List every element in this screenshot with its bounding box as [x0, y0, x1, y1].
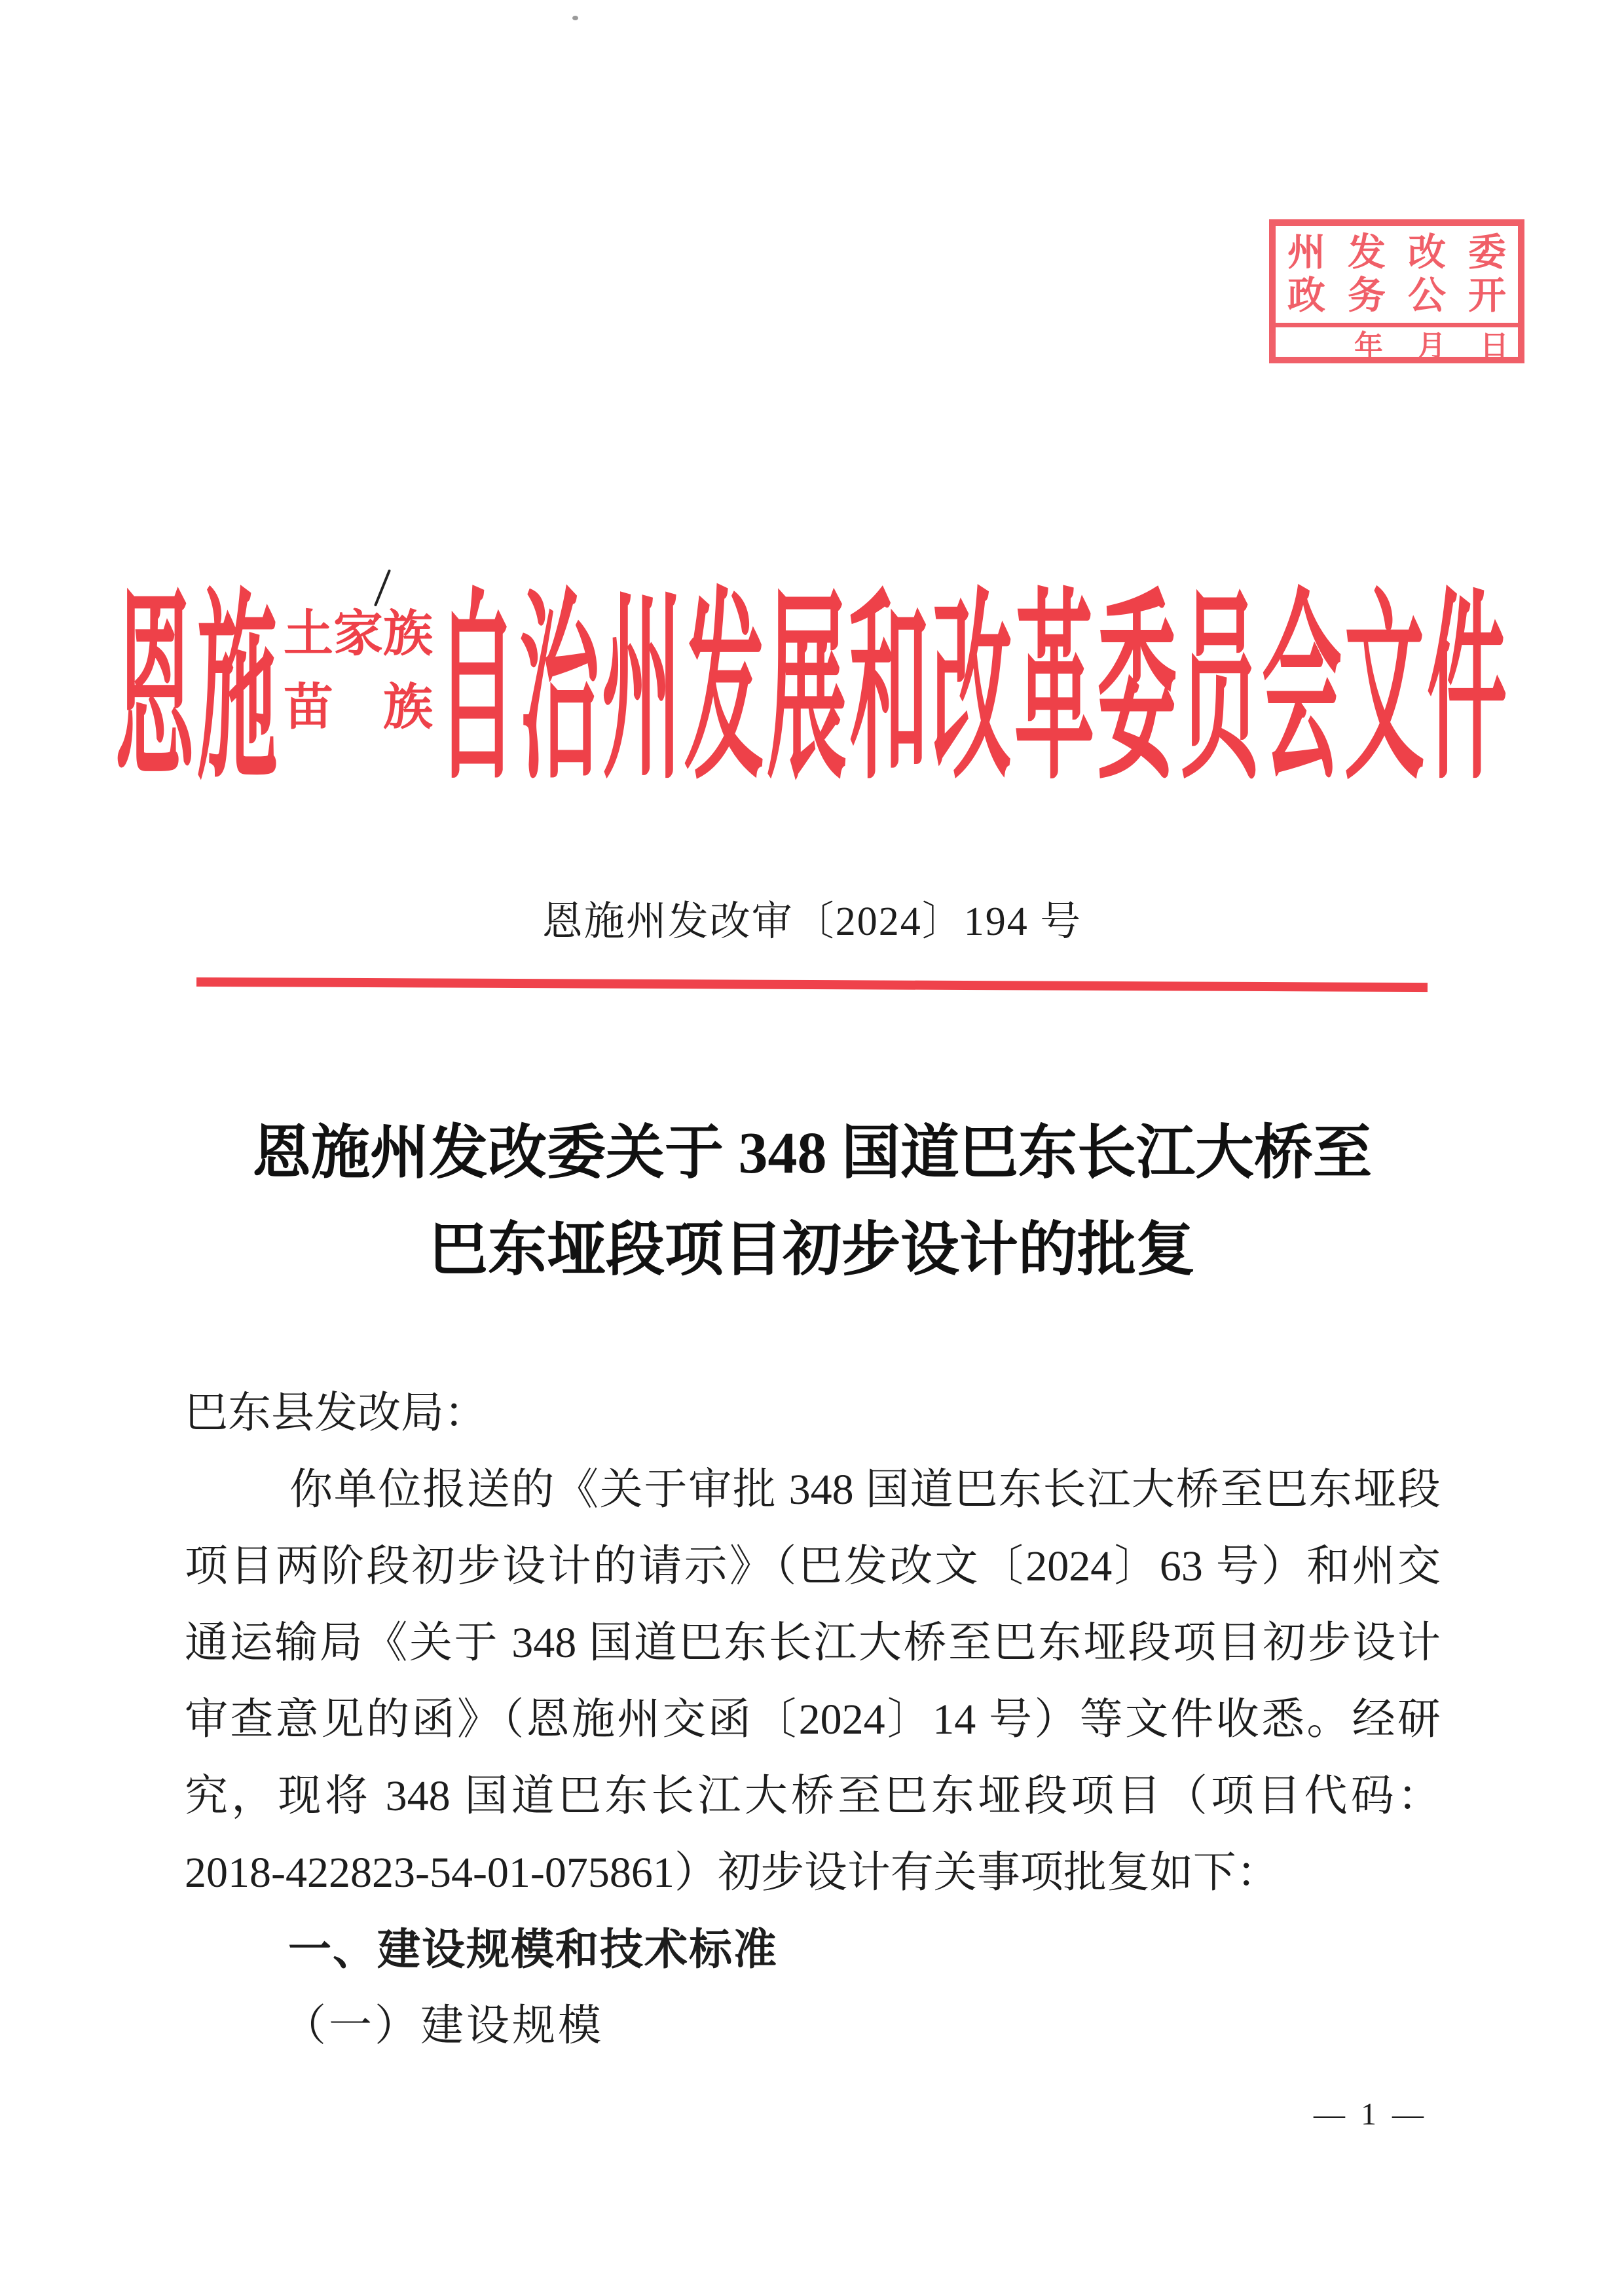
section-heading: 一、建设规模和技术标准	[288, 1925, 778, 1973]
body-line: 你单位报送的《关于审批 348 国道巴东长江大桥至巴东垭段	[289, 1466, 1441, 1514]
body-line: 究，现将 348 国道巴东长江大桥至巴东垭段项目（项目代码：	[185, 1772, 1441, 1820]
subsection-heading: （一）建设规模	[283, 2002, 604, 2050]
scan-speck	[572, 16, 578, 20]
body-line: 项目两阶段初步设计的请示》（巴发改文〔2024〕63 号）和州交	[185, 1542, 1441, 1590]
document-number: 恩施州发改审〔2024〕194 号	[542, 900, 1082, 944]
red-divider	[196, 977, 1428, 992]
body-line: 2018-422823-54-01-075861）初步设计有关事项批复如下：	[185, 1849, 1280, 1897]
letterhead	[59, 563, 1565, 804]
body-line: 通运输局《关于 348 国道巴东长江大桥至巴东垭段项目初步设计	[185, 1619, 1441, 1667]
document-body	[185, 1375, 1441, 2064]
document-title-line-1: 恩施州发改委关于 348 国道巴东长江大桥至	[252, 1121, 1372, 1186]
letterhead-suffix: 自治州发展和改革委员会文件	[437, 578, 1509, 804]
letterhead-ethnic-bottom: 苗 族	[284, 680, 433, 735]
stamp-row-2: 政务公开	[1287, 274, 1506, 317]
stamp-title-area	[1276, 226, 1518, 318]
document-title	[183, 1105, 1441, 1299]
body-line: 审查意见的函》（恩施州交函〔2024〕14 号）等文件收悉。经研	[185, 1696, 1441, 1743]
letterhead-ethnic-top: 土家族	[284, 607, 433, 662]
disclosure-stamp	[1269, 219, 1524, 363]
document-title-line-2: 巴东垭段项目初步设计的批复	[429, 1218, 1195, 1283]
stamp-row-1: 州发改委	[1287, 231, 1506, 274]
letterhead-prefix: 恩施	[115, 578, 280, 804]
stamp-date-row: 年 月 日	[1276, 323, 1518, 364]
recipient-line: 巴东县发改局：	[185, 1389, 487, 1437]
letterhead-ethnic-stack	[284, 598, 433, 744]
page-number: — 1 —	[1314, 2097, 1428, 2132]
